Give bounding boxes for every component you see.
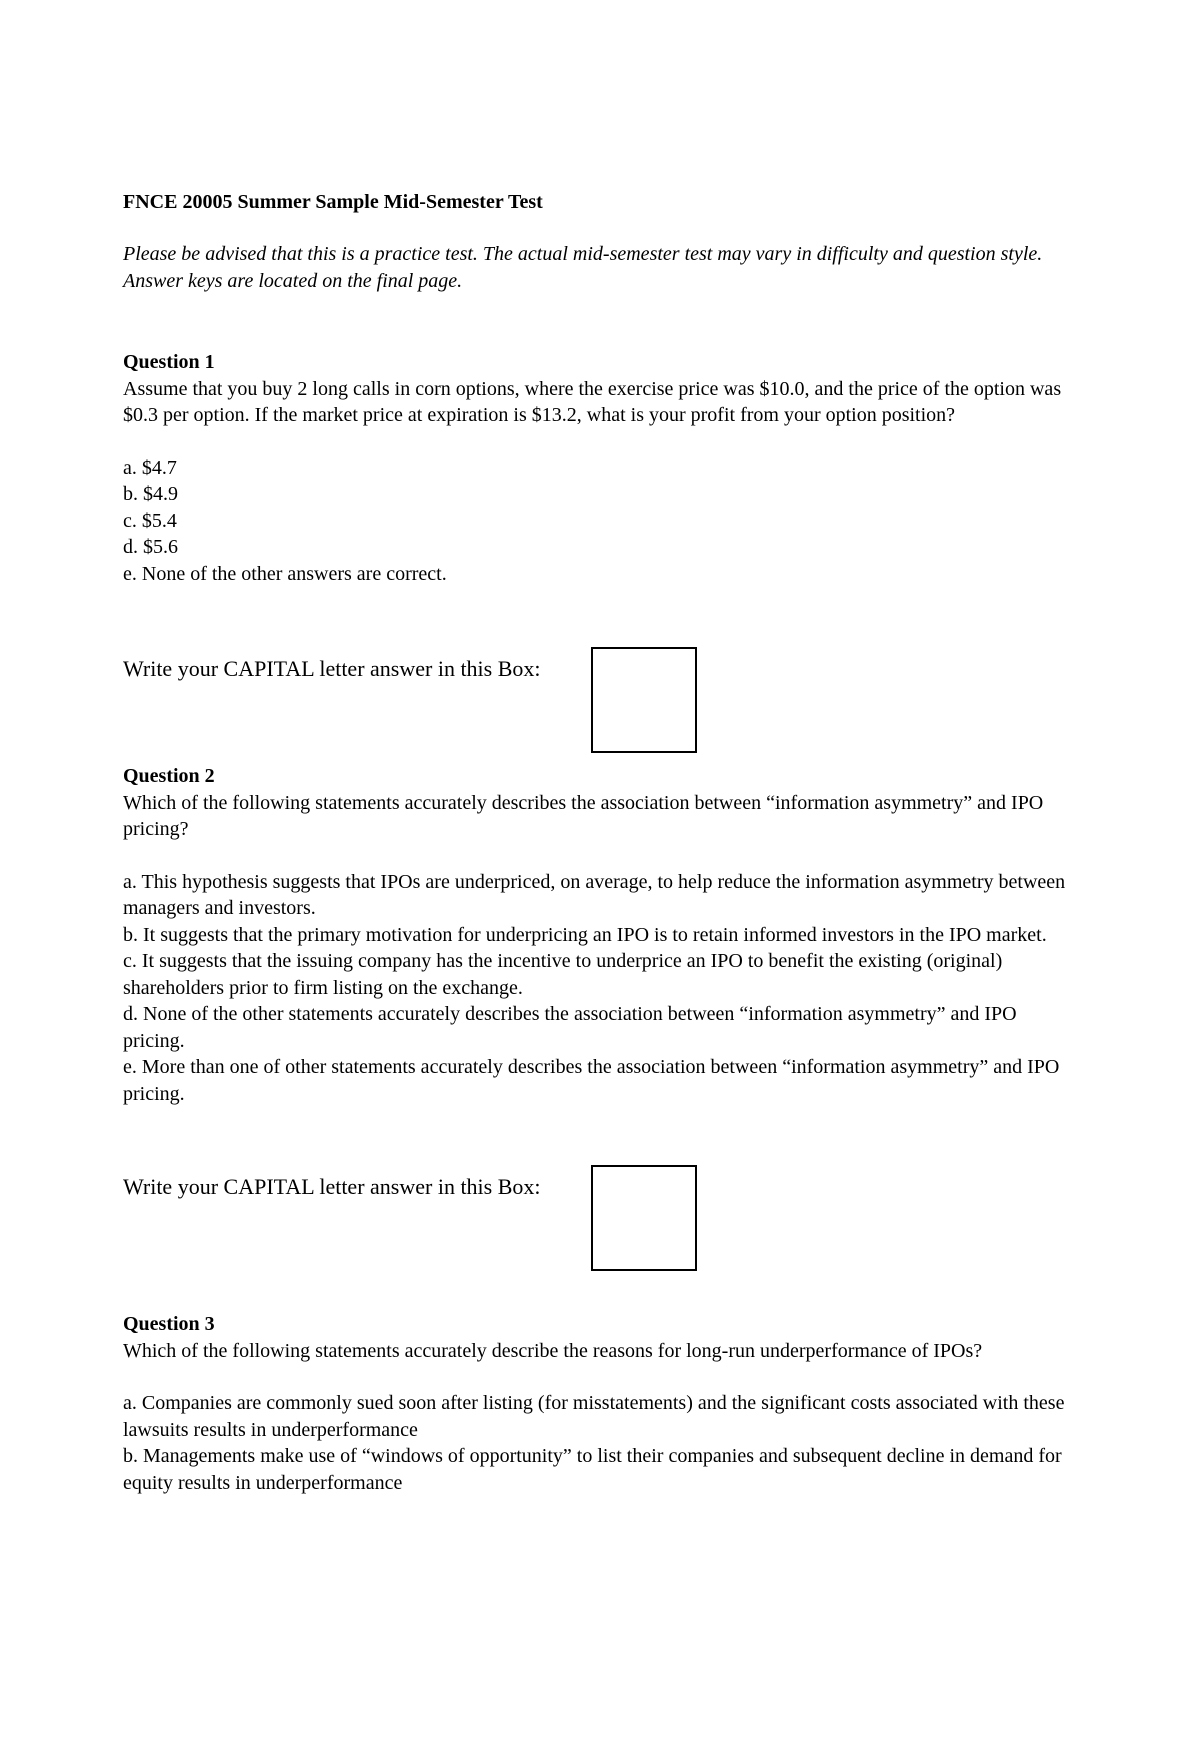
option-item: a. Companies are commonly sued soon after listing (for misstatements) and the significant costs associated with these lawsuits results in underperformance (123, 1392, 1065, 1441)
answer-prompt: Write your CAPITAL letter answer in this Box: (123, 656, 541, 681)
option-item: a. This hypothesis suggests that IPOs are underpriced, on average, to help reduce the information asymmetry between managers and investors. (123, 870, 1066, 919)
question-3 (123, 1311, 1073, 1496)
answer-row (123, 647, 1073, 753)
question-2 (123, 763, 1073, 1271)
answer-box[interactable] (591, 1165, 697, 1271)
answer-prompt: Write your CAPITAL letter answer in this Box: (123, 1174, 541, 1199)
option-item: e. None of the other answers are correct. (123, 562, 447, 585)
option-item: a. $4.7 (123, 456, 177, 479)
option-list (123, 1390, 1073, 1496)
question-text: Which of the following statements accurately describe the reasons for long-run underperformance of IPOs? (123, 1339, 983, 1362)
exam-page (123, 189, 1073, 1496)
question-1 (123, 349, 1073, 753)
option-item: e. More than one of other statements accurately describes the association between “information asymmetry” and IPO pricing. (123, 1056, 1060, 1105)
practice-notice: Please be advised that this is a practice test. The actual mid-semester test may vary in difficulty and question style. Answer keys are located on the final page. (123, 243, 1043, 292)
question-text: Which of the following statements accurately describes the association between “information asymmetry” and IPO pricing? (123, 791, 1044, 840)
option-item: c. It suggests that the issuing company has the incentive to underprice an IPO to benefit the existing (original) shareholders prior to firm listing on the exchange. (123, 950, 1003, 999)
option-list (123, 455, 1073, 588)
option-item: d. None of the other statements accurately describes the association between “information asymmetry” and IPO pricing. (123, 1003, 1017, 1052)
option-list (123, 869, 1073, 1108)
question-text: Assume that you buy 2 long calls in corn options, where the exercise price was $10.0, and the price of the option was $0.3 per option. If the market price at expiration is $13.2, what is your profit from your option position? (123, 377, 1062, 426)
question-heading: Question 1 (123, 351, 215, 373)
option-item: b. $4.9 (123, 483, 178, 505)
option-item: b. Managements make use of “windows of opportunity” to list their companies and subsequent decline in demand for equity results in underperformance (123, 1445, 1062, 1494)
question-heading: Question 3 (123, 1313, 215, 1335)
page-title: FNCE 20005 Summer Sample Mid-Semester Test (123, 191, 543, 213)
option-item: b. It suggests that the primary motivation for underpricing an IPO is to retain informed investors in the IPO market. (123, 923, 1047, 946)
question-heading: Question 2 (123, 765, 215, 787)
answer-box[interactable] (591, 647, 697, 753)
option-item: d. $5.6 (123, 536, 178, 558)
option-item: c. $5.4 (123, 509, 177, 532)
answer-row (123, 1165, 1073, 1271)
